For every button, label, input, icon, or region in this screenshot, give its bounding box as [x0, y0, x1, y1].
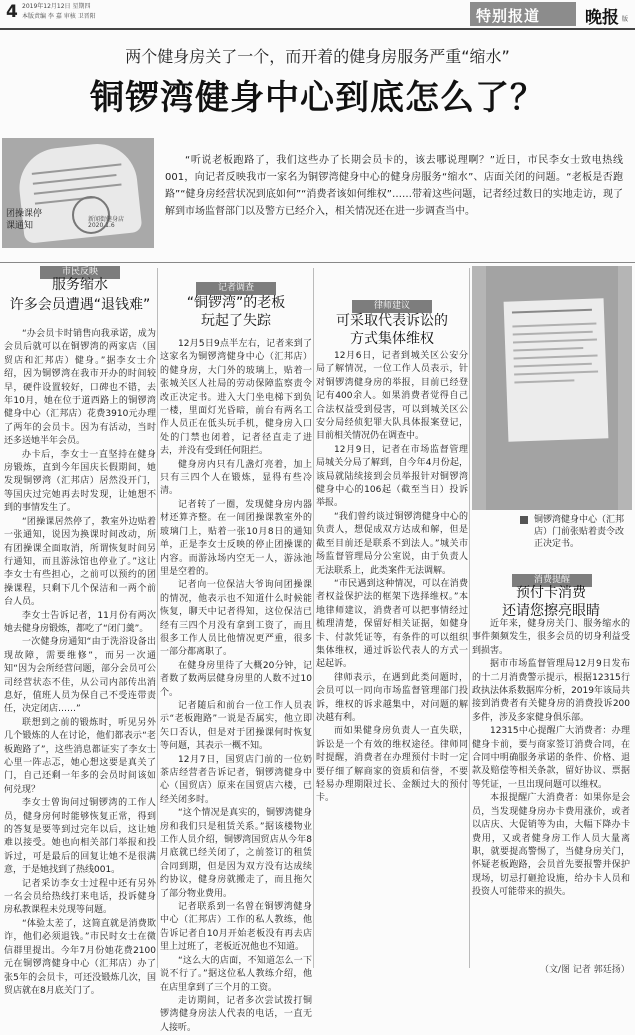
column-headline: 方式集体维权	[350, 331, 434, 347]
notice-signature: 新闻街健身店	[88, 216, 125, 223]
article-paragraph: “市民遇到这种情况，可以在消费者权益保护法的框架下选择维权。”本地律师建议，消费者可以把事情经过梳理清楚，保留好相关证据，如健身卡、付款凭证等，有条件的可以组织集体维权，通过诉讼代表人的方式一起起诉。	[316, 578, 468, 670]
article-paragraph: “团操课居然停了，教室外边贴着一张通知，说因为换课时间改动，所有团操课全面取消，所谓恢复时间另行通知，而且游泳馆也停业了。”这让李女士有些担心，之前可以预约的团操课程，只剩下几个保洁和一两个前台人员。	[4, 516, 156, 608]
article-paragraph: 记者随后和前台一位工作人员表示“老板跑路”一说是否属实，他立即矢口否认，但是对于团操课何时恢复等问题，其表示一概不知。	[160, 700, 312, 752]
article-paragraph: 一次健身房通知“由于洗浴设备出现故障，需要维修”，而另一次通知“因为会所经营问题，部分会员可公司经营状态不佳，从公司内部传出消息好，值班人员为保自己不受连带责任，决定闭店……”	[4, 637, 156, 715]
notice-text-line	[33, 174, 117, 185]
header-divider	[0, 28, 635, 30]
document-text-line	[512, 323, 596, 328]
article-column	[160, 338, 312, 1033]
column-kicker: 消费提醒	[512, 574, 592, 587]
column-kicker: 记者调查	[196, 282, 276, 295]
column-rule	[469, 268, 470, 968]
article-paragraph: 12315中心提醒广大消费者：办理健身卡前，要与商家签订消费合同，在合同中明确服务承诺的条件、价格、退款及赔偿等相关条款，留好协议、票据等凭证，一旦出现问题可以维权。	[472, 726, 630, 790]
byline: （文/图 记者 郭廷扬）	[540, 965, 630, 975]
article-paragraph: 近年来，健身房关门、服务缩水的事件频频发生，很多会员的切身利益受到损害。	[472, 619, 630, 656]
document-text-line	[514, 363, 592, 368]
article-paragraph: 12月5日9点半左右，记者来到了这家名为铜锣湾健身中心（汇邦店）的健身房，大门外的玻璃上，贴着一张城关区人社局的劳动保障监察责令改正决定书。进入大门坐电梯下到负一楼，里面灯光昏暗，前台有两名工作人员正在低头玩手机，健身房入口处的门禁也闭着，记者径直走了进去，并没有受到任何阻拦。	[160, 339, 312, 457]
photo-caption-line: 团操课停	[6, 209, 43, 219]
article-paragraph: 而如果健身房负责人一直失联，诉讼是一个有效的维权途径。律师同时提醒，消费者在办理预付卡时一定要仔细了解商家的资质和信誉，不要轻易办理期限过长、金额过大的预付卡。	[316, 726, 468, 804]
column-headline: 许多会员遭遇“退钱难”	[9, 297, 151, 313]
article-paragraph: “这个情况是真实的，铜锣湾健身房和我们只是租赁关系。”据该楼物业工作人员介绍，铜锣湾国贸店从今年8月底就已经关闭了，之前签订的租赁合同到期，但是因为双方没有达成续约协议，健身房就搬走了，而且拖欠了部分物业费用。	[160, 808, 312, 899]
article-paragraph: “这么大的店面，不知道怎么一下说不行了。”据这位私人教练介绍，他在店里拿到了三个月的工资。	[160, 955, 312, 993]
document-text-line	[513, 331, 593, 336]
column-rule	[313, 268, 314, 968]
article-paragraph: 12月6日，记者到城关区公安分局了解情况，一位工作人员表示，针对铜锣湾健身房的举报，目前已经登记有400余人。如果消费者觉得自己合法权益受到侵害，可以到城关区公安分局经侦犯罪大队具体报案登记，目前相关情况仍在调查中。	[316, 351, 468, 442]
column-kicker: 市民反映	[40, 266, 120, 279]
article-paragraph: 记者转了一圈，发现健身房内器材还算齐整。在一间团操课教室外的玻璃门上，贴着一张10月8日的通知单，正是李女士反映的停止团操课的内容。而游泳场内空无一人，游泳池里是空着的。	[160, 499, 312, 577]
article-paragraph: “体验太差了，这简直就是消费欺诈，他们必须退钱。”市民时女士在微信群里提出。今年7月份她花费2100元在铜锣湾健身中心（汇邦店）办了张5年的会员卡，可还没锻炼几次，国贸店就在8月底关门了。	[4, 918, 156, 996]
section-title: 特别报道	[476, 7, 541, 25]
page-number: 4	[6, 2, 18, 22]
column-headline: 还请您擦亮眼睛	[502, 603, 600, 619]
article-paragraph: 办卡后，李女士一直坚持在健身房锻炼，直到今年国庆长假期间，她发现铜锣湾（汇邦店）居然没开门，等国庆过完她再去时发现，让她想不到的事情发生了。	[4, 449, 156, 514]
photo-caption-line: 课通知	[6, 221, 34, 231]
article-paragraph: 律师表示，在遇到此类问题时，会员可以一同向市场监督管理部门投诉，维权的诉求越集中，对问题的解决越有利。	[316, 672, 468, 723]
section-divider	[0, 262, 635, 263]
article-paragraph: 记者向一位保洁大爷询问团操课的情况，他表示也不知道什么时候能恢复，聊天中记者得知，这位保洁已经有三四个月没有拿到工资了，而且很多工作人员比他情况更严重，很多一部分都离职了。	[160, 580, 312, 658]
article-paragraph: 记者联系到一名曾在铜锣湾健身中心（汇邦店）工作的私人教练，他告诉记者自10月开始老板没有再去店里上过班了，老板近况他也不知道。	[160, 902, 312, 953]
notice-text-line	[34, 184, 122, 195]
article-paragraph: 12月9日，记者在市场监督管理局城关分局了解到，自今年4月份起，该局就陆续接到会员举报针对铜锣湾健身中心的106起（截至当日）投诉举报。	[316, 444, 468, 509]
article-paragraph: 李女士告诉记者，11月份有两次她去健身房锻炼，都吃了“闭门羹”。	[4, 610, 156, 634]
notice-text-line	[32, 163, 122, 174]
column-rule	[157, 268, 158, 968]
column-kicker: 律师建议	[352, 300, 432, 313]
document-text-line	[514, 371, 598, 376]
caption-marker	[520, 516, 528, 524]
notice-date: 2020.1.6	[88, 222, 115, 229]
article-paragraph: 联想到之前的锻炼时，听见另外几个锻炼的人在讨论，他们都表示“老板跑路了”，这些消息都证实了李女士心里一阵忐忑，她心想这要是真关了门，自己还剩一年多的会员时间该如何兑现？	[4, 717, 156, 795]
door-notice-photo	[472, 266, 632, 510]
column-headline: 玩起了失踪	[201, 313, 271, 329]
article-paragraph: “我们曾约谈过铜锣湾健身中心的负责人，想促成双方达成和解，但是截至目前还是联系不到法人。”城关市场监督管理局分公室说，由于负责人无法联系上，此类案件无法调解。	[316, 511, 468, 576]
document-text-line	[513, 339, 597, 344]
subheadline: 两个健身房关了一个，而开着的健身房服务严重“缩水”	[125, 47, 510, 66]
document-text-line	[514, 355, 598, 360]
article-paragraph: 健身房内只有几盏灯亮着，加上只有三四个人在锻炼，显得有些冷清。	[160, 459, 312, 497]
notice-photo	[2, 138, 154, 248]
order-document	[504, 298, 609, 441]
article-paragraph: 记者采访李女士过程中还有另外一名会员给热线打来电话，投诉健身房私教课程未兑现等问题。	[4, 878, 156, 916]
document-title-line	[512, 309, 592, 314]
article-paragraph: 据市市场监督管理局12月9日发布的十二月消费警示提示，根据12315行政执法体系数据库分析，2019年该局共接到消费者有关健身房的消费投诉200多件，涉及多家健身俱乐部。	[472, 659, 630, 723]
headline: 铜锣湾健身中心到底怎么了？	[90, 78, 545, 118]
column-headline: 服务缩水	[52, 277, 108, 293]
article-paragraph: 本报提醒广大消费者：如果你是会员，当发现健身房办卡费用涨价，或者以店庆、大促销等为由，大幅下降办卡费用，又或者健身房工作人员大量离职，就要提高警惕了，当健身房关门，怀疑老板跑路，会员首先要报警并保护现场，切忌打砸抢设施，给办卡人员和投资人可能带来的损失。	[472, 793, 630, 898]
column-headline: 预付卡消费	[516, 585, 586, 601]
article-column	[316, 350, 468, 970]
document-text-line	[514, 379, 574, 383]
article-column	[472, 618, 630, 972]
column-headline: “铜锣湾”的老板	[186, 295, 286, 311]
logo-suffix: 版	[622, 16, 629, 23]
photo-caption: 铜锣湾健身中心（汇邦店）门前张贴着责令改正决定书。	[534, 515, 625, 549]
article-paragraph: “办会员卡时销售向我承诺，成为会员后就可以在铜锣湾的两家店（国贸店和汇邦店）健身。”据李女士介绍，因为铜锣湾在我市开办的时间较早，硬件设置较好，口碑也不错，去年10月，她在位于道西路上的铜锣湾健身中心（汇邦店）花费3910元办理了两年的会员卡。因为有活动，当时还多送她半年会员。	[4, 329, 156, 447]
article-column	[4, 328, 156, 996]
article-paragraph: 12月7日，国贸店门前的一位奶茶店经营者告诉记者，铜锣湾健身中心（国贸店）原来在国贸店六楼，已经关闭多时。	[160, 754, 312, 805]
column-headline: 可采取代表诉讼的	[336, 313, 448, 329]
document-text-line	[513, 347, 583, 351]
editor-credits: 本版责编 李 嘉 审核 卫晋阳	[22, 13, 96, 20]
article-paragraph: 李女士曾询问过铜锣湾的工作人员，健身房何时能够恢复正常，得到的答复是要等到过完年以后，这让她难以接受。她也向相关部门举报和投诉过，可是最后的回复让她不是很满意，于是她找到了热线001。	[4, 798, 156, 876]
article-paragraph: 走访期间，记者多次尝试拨打铜锣湾健身房法人代表的电话，一直无人接听。	[160, 995, 312, 1033]
newspaper-logo: 晚报	[585, 8, 619, 28]
article-paragraph: 在健身房里待了大概20分钟，记者数了数两层健身房里的人数不过10个。	[160, 660, 312, 698]
lead-paragraph: “听说老板跑路了，我们这些办了长期会员卡的，该去哪说理啊？”近日，市民李女士致电热线001，向记者反映我市一家名为铜锣湾健身中心的健身房服务“缩水”、店面关闭的问题。“老板是否跑路”“健身房经营状况到底如何”“消费者该如何维权”……带着这些问题，记者经过数日的实地走访，现了解到市场监督部门以及警方已经介入，相关情况还在进一步调查当中。	[165, 155, 623, 217]
issue-date: 2019年12月12日 星期四	[22, 3, 91, 10]
